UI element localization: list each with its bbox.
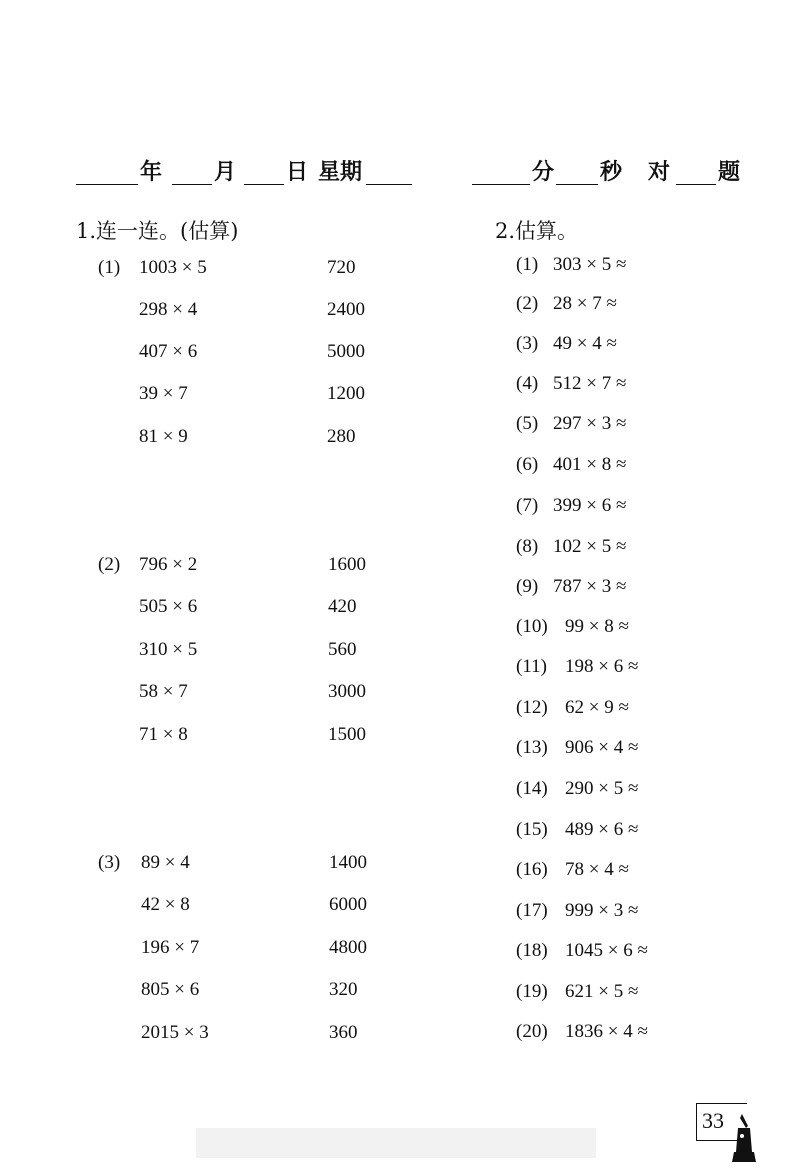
expression[interactable]: 505 × 6: [139, 596, 198, 617]
second-blank[interactable]: [556, 184, 598, 185]
section1-title: 1.连一连。(估算): [76, 219, 239, 243]
answer[interactable]: 3000: [328, 681, 366, 702]
estimate-item[interactable]: 198 × 6 ≈: [565, 656, 639, 677]
expression[interactable]: 2015 × 3: [141, 1022, 209, 1043]
group-label: (1): [98, 257, 121, 278]
answer[interactable]: 1600: [328, 554, 366, 575]
expression[interactable]: 310 × 5: [139, 639, 198, 660]
questions-label: 题: [718, 159, 741, 185]
answer[interactable]: 2400: [327, 299, 365, 320]
estimate-item[interactable]: 78 × 4 ≈: [565, 859, 629, 880]
estimate-label: (15): [516, 819, 548, 840]
minute-label: 分: [532, 159, 555, 185]
estimate-item[interactable]: 906 × 4 ≈: [565, 737, 639, 758]
estimate-label: (8): [516, 536, 539, 557]
estimate-label: (16): [516, 859, 548, 880]
answer[interactable]: 720: [327, 257, 356, 278]
answer[interactable]: 280: [327, 426, 356, 447]
estimate-item[interactable]: 999 × 3 ≈: [565, 900, 639, 921]
estimate-label: (3): [516, 333, 539, 354]
expression[interactable]: 196 × 7: [141, 937, 200, 958]
estimate-item[interactable]: 49 × 4 ≈: [553, 333, 617, 354]
estimate-item[interactable]: 787 × 3 ≈: [553, 576, 627, 597]
correct-blank[interactable]: [676, 184, 716, 185]
estimate-item[interactable]: 28 × 7 ≈: [553, 293, 617, 314]
estimate-item[interactable]: 489 × 6 ≈: [565, 819, 639, 840]
weekday-label: 星期: [318, 159, 363, 185]
estimate-label: (12): [516, 697, 548, 718]
answer[interactable]: 5000: [327, 341, 365, 362]
page-number: 33: [702, 1108, 724, 1133]
estimate-label: (14): [516, 778, 548, 799]
answer[interactable]: 4800: [329, 937, 367, 958]
minute-blank[interactable]: [472, 184, 530, 185]
day-blank[interactable]: [244, 184, 284, 185]
expression[interactable]: 58 × 7: [139, 681, 188, 702]
answer[interactable]: 1500: [328, 724, 366, 745]
estimate-label: (20): [516, 1021, 548, 1042]
expression[interactable]: 39 × 7: [139, 383, 188, 404]
estimate-item[interactable]: 1045 × 6 ≈: [565, 940, 648, 961]
month-label: 月: [214, 159, 237, 185]
estimate-item[interactable]: 102 × 5 ≈: [553, 536, 627, 557]
group-label: (3): [98, 852, 121, 873]
expression[interactable]: 407 × 6: [139, 341, 198, 362]
expression[interactable]: 89 × 4: [141, 852, 190, 873]
estimate-item[interactable]: 303 × 5 ≈: [553, 254, 627, 275]
estimate-item[interactable]: 401 × 8 ≈: [553, 454, 627, 475]
year-blank[interactable]: [76, 184, 138, 185]
estimate-label: (5): [516, 413, 539, 434]
estimate-label: (10): [516, 616, 548, 637]
estimate-item[interactable]: 621 × 5 ≈: [565, 981, 639, 1002]
estimate-item[interactable]: 62 × 9 ≈: [565, 697, 629, 718]
expression[interactable]: 42 × 8: [141, 894, 190, 915]
answer[interactable]: 1400: [329, 852, 367, 873]
answer[interactable]: 6000: [329, 894, 367, 915]
estimate-label: (18): [516, 940, 548, 961]
section2-title: 2.估算。: [495, 219, 579, 243]
estimate-label: (19): [516, 981, 548, 1002]
estimate-label: (11): [516, 656, 547, 677]
estimate-item[interactable]: 399 × 6 ≈: [553, 495, 627, 516]
answer[interactable]: 1200: [327, 383, 365, 404]
day-label: 日: [286, 159, 309, 185]
estimate-item[interactable]: 290 × 5 ≈: [565, 778, 639, 799]
estimate-label: (1): [516, 254, 539, 275]
group-label: (2): [98, 554, 121, 575]
footer-strip: [196, 1128, 596, 1158]
estimate-item[interactable]: 297 × 3 ≈: [553, 413, 627, 434]
estimate-label: (2): [516, 293, 539, 314]
answer[interactable]: 360: [329, 1022, 358, 1043]
expression[interactable]: 71 × 8: [139, 724, 188, 745]
expression[interactable]: 81 × 9: [139, 426, 188, 447]
month-blank[interactable]: [172, 184, 212, 185]
estimate-label: (17): [516, 900, 548, 921]
estimate-label: (4): [516, 373, 539, 394]
estimate-label: (9): [516, 576, 539, 597]
estimate-item[interactable]: 512 × 7 ≈: [553, 373, 627, 394]
correct-label: 对: [648, 159, 671, 185]
answer[interactable]: 420: [328, 596, 357, 617]
estimate-label: (13): [516, 737, 548, 758]
weekday-blank[interactable]: [366, 184, 412, 185]
expression[interactable]: 1003 × 5: [139, 257, 207, 278]
pencil-mascot-icon: [728, 1112, 758, 1164]
estimate-label: (6): [516, 454, 539, 475]
year-label: 年: [140, 159, 163, 185]
expression[interactable]: 796 × 2: [139, 554, 198, 575]
second-label: 秒: [600, 159, 623, 185]
answer[interactable]: 320: [329, 979, 358, 1000]
estimate-label: (7): [516, 495, 539, 516]
estimate-item[interactable]: 99 × 8 ≈: [565, 616, 629, 637]
expression[interactable]: 298 × 4: [139, 299, 198, 320]
expression[interactable]: 805 × 6: [141, 979, 200, 1000]
estimate-item[interactable]: 1836 × 4 ≈: [565, 1021, 648, 1042]
answer[interactable]: 560: [328, 639, 357, 660]
